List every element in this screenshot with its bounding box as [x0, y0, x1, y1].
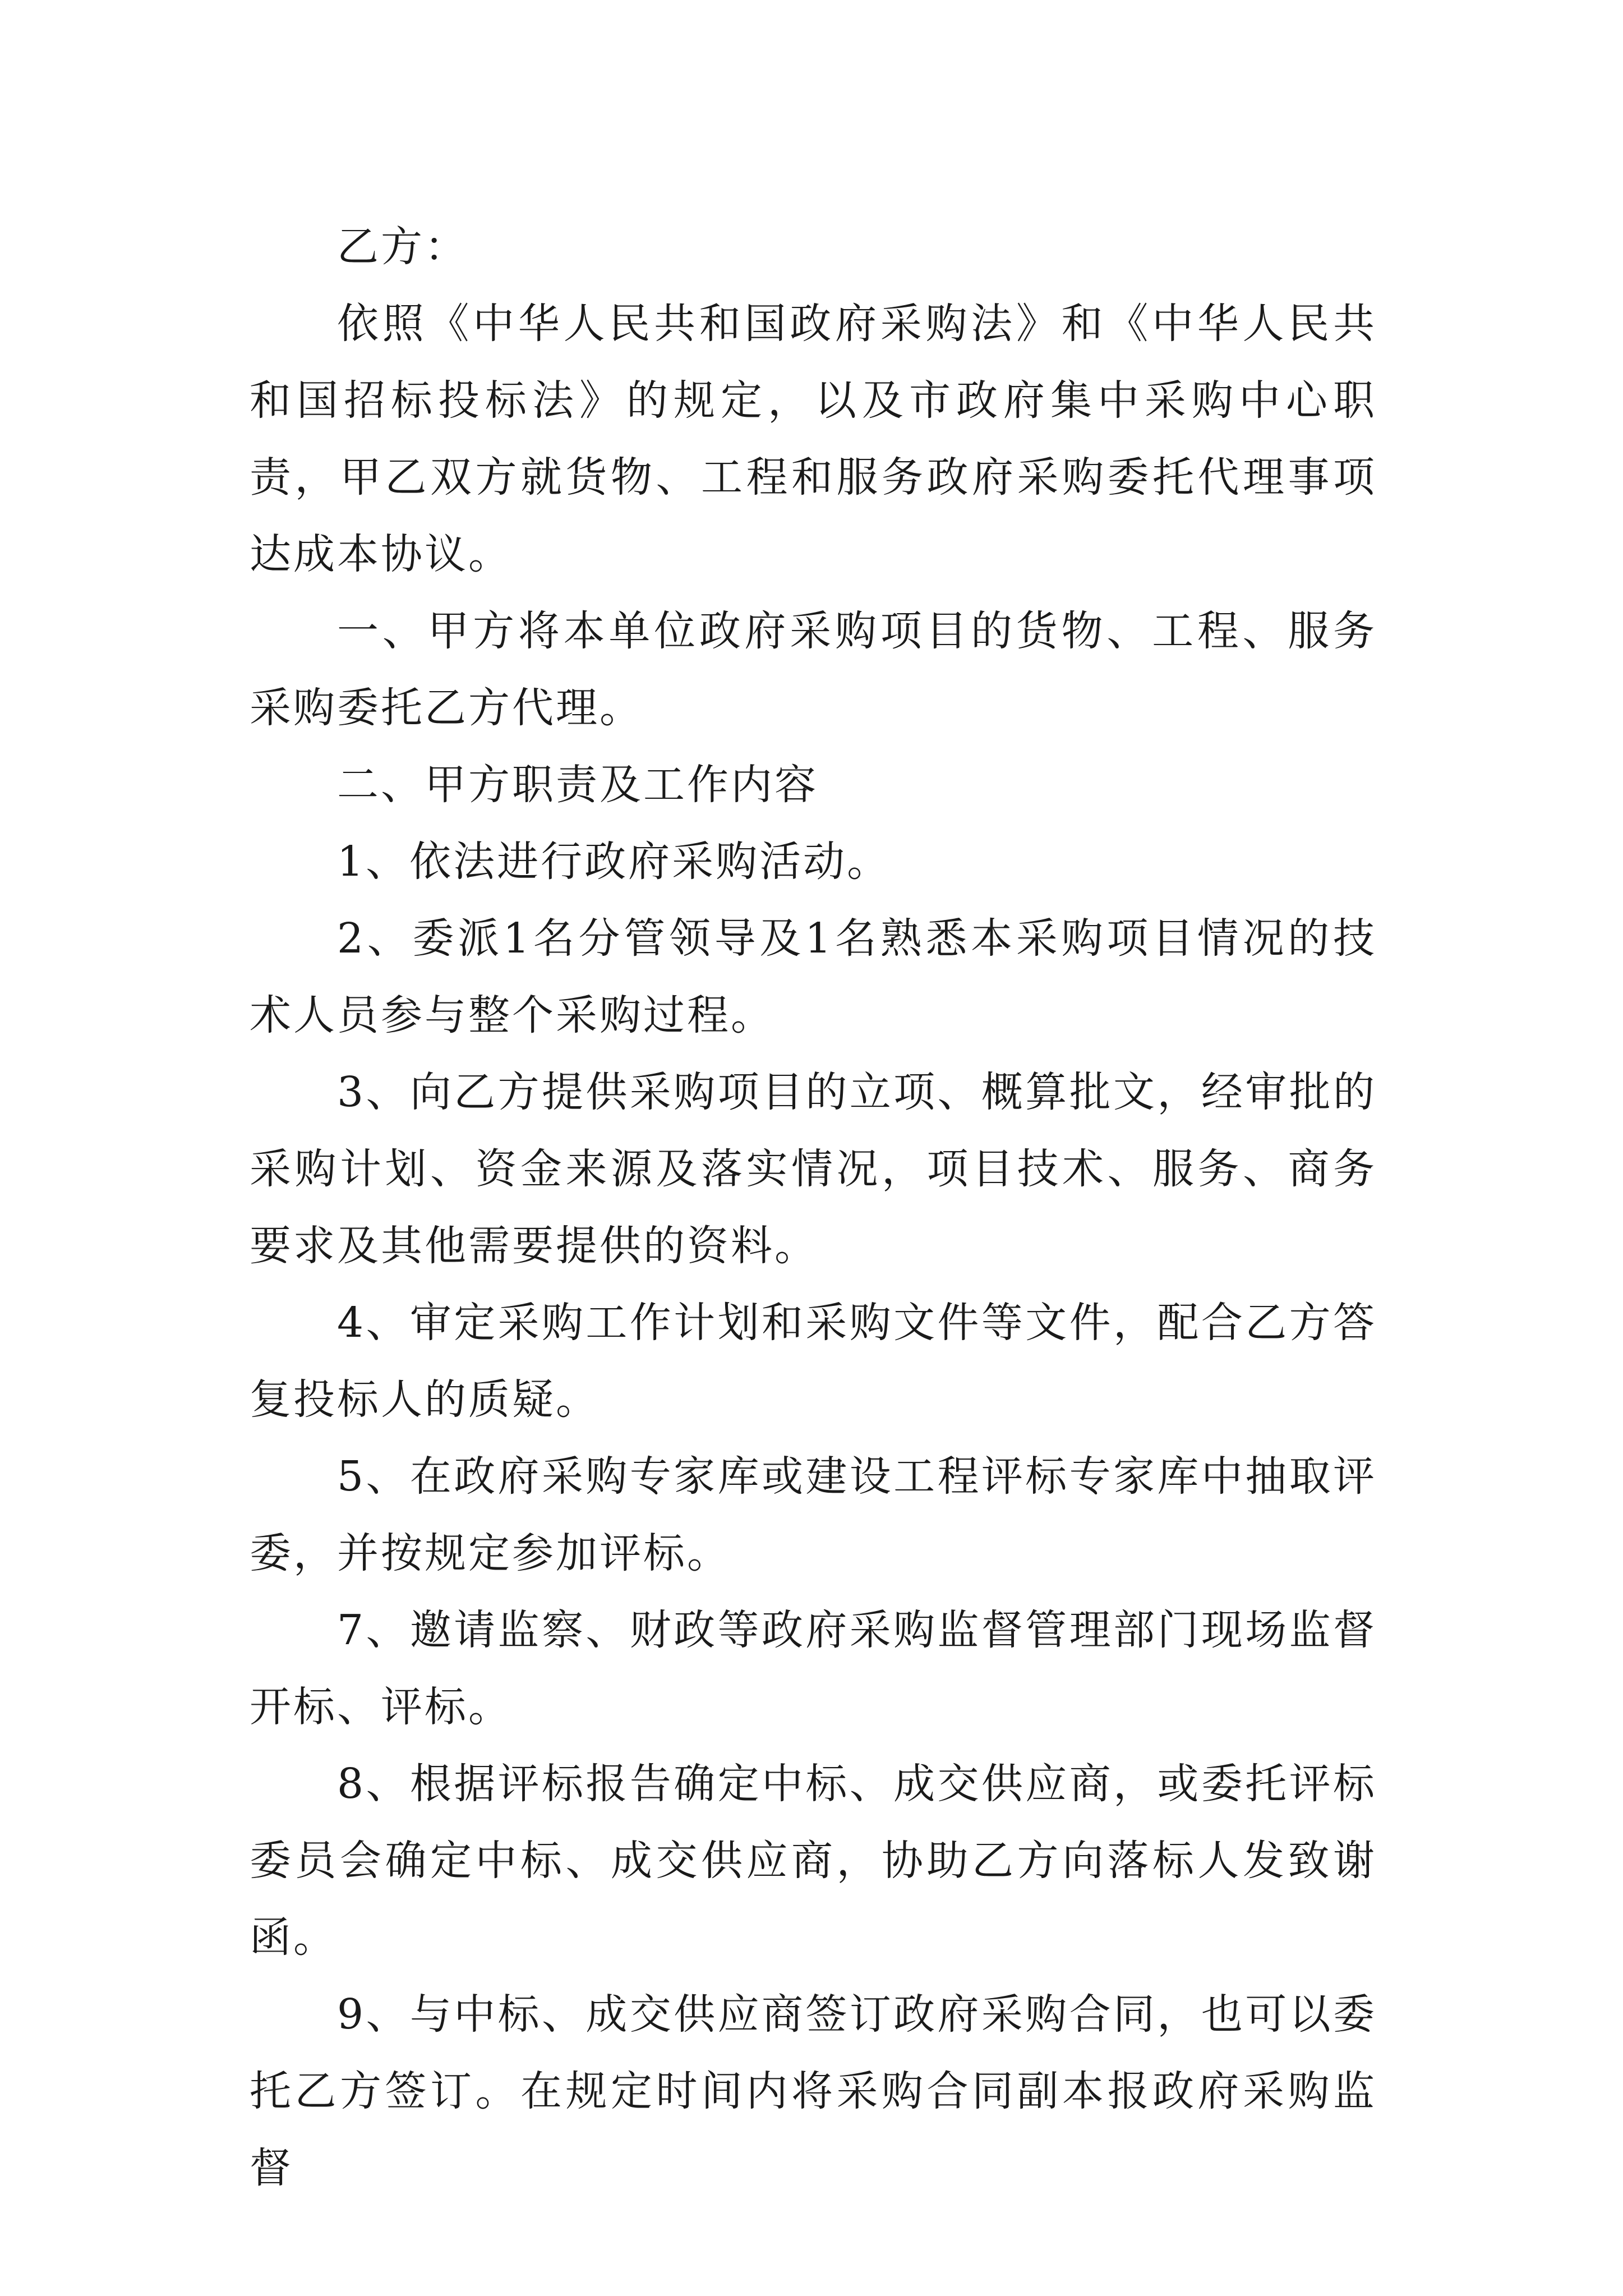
paragraph-item-2: 2、委派1名分管领导及1名熟悉本采购项目情况的技术人员参与整个采购过程。 — [250, 914, 1377, 1039]
document-body — [250, 209, 1377, 2207]
paragraph-preamble: 依照《中华人民共和国政府采购法》和《中华人民共和国招标投标法》的规定，以及市政府集中采购中心职责，甲乙双方就货物、工程和服务政府采购委托代理事项达成本协议。 — [250, 300, 1377, 578]
paragraph-item-3: 3、向乙方提供采购项目的立项、概算批文，经审批的采购计划、资金来源及落实情况，项目技术、服务、商务要求及其他需要提供的资料。 — [250, 1068, 1377, 1270]
paragraph-item-7: 7、邀请监察、财政等政府采购监督管理部门现场监督开标、评标。 — [250, 1606, 1377, 1731]
paragraph-clause-2-heading: 二、甲方职责及工作内容 — [337, 761, 818, 809]
paragraph-item-5: 5、在政府采购专家库或建设工程评标专家库中抽取评委，并按规定参加评标。 — [250, 1452, 1377, 1577]
paragraph-item-9: 9、与中标、成交供应商签订政府采购合同，也可以委托乙方签订。在规定时间内将采购合同副本报政府采购监督 — [250, 1990, 1377, 2192]
paragraph-item-1: 1、依法进行政府采购活动。 — [337, 838, 891, 886]
paragraph-item-4: 4、审定采购工作计划和采购文件等文件，配合乙方答复投标人的质疑。 — [250, 1299, 1377, 1424]
paragraph-clause-1: 一、甲方将本单位政府采购项目的货物、工程、服务采购委托乙方代理。 — [250, 607, 1377, 732]
paragraph-party-b: 乙方： — [337, 223, 468, 271]
paragraph-item-8: 8、根据评标报告确定中标、成交供应商，或委托评标委员会确定中标、成交供应商，协助乙方向落标人发致谢函。 — [250, 1760, 1377, 1962]
